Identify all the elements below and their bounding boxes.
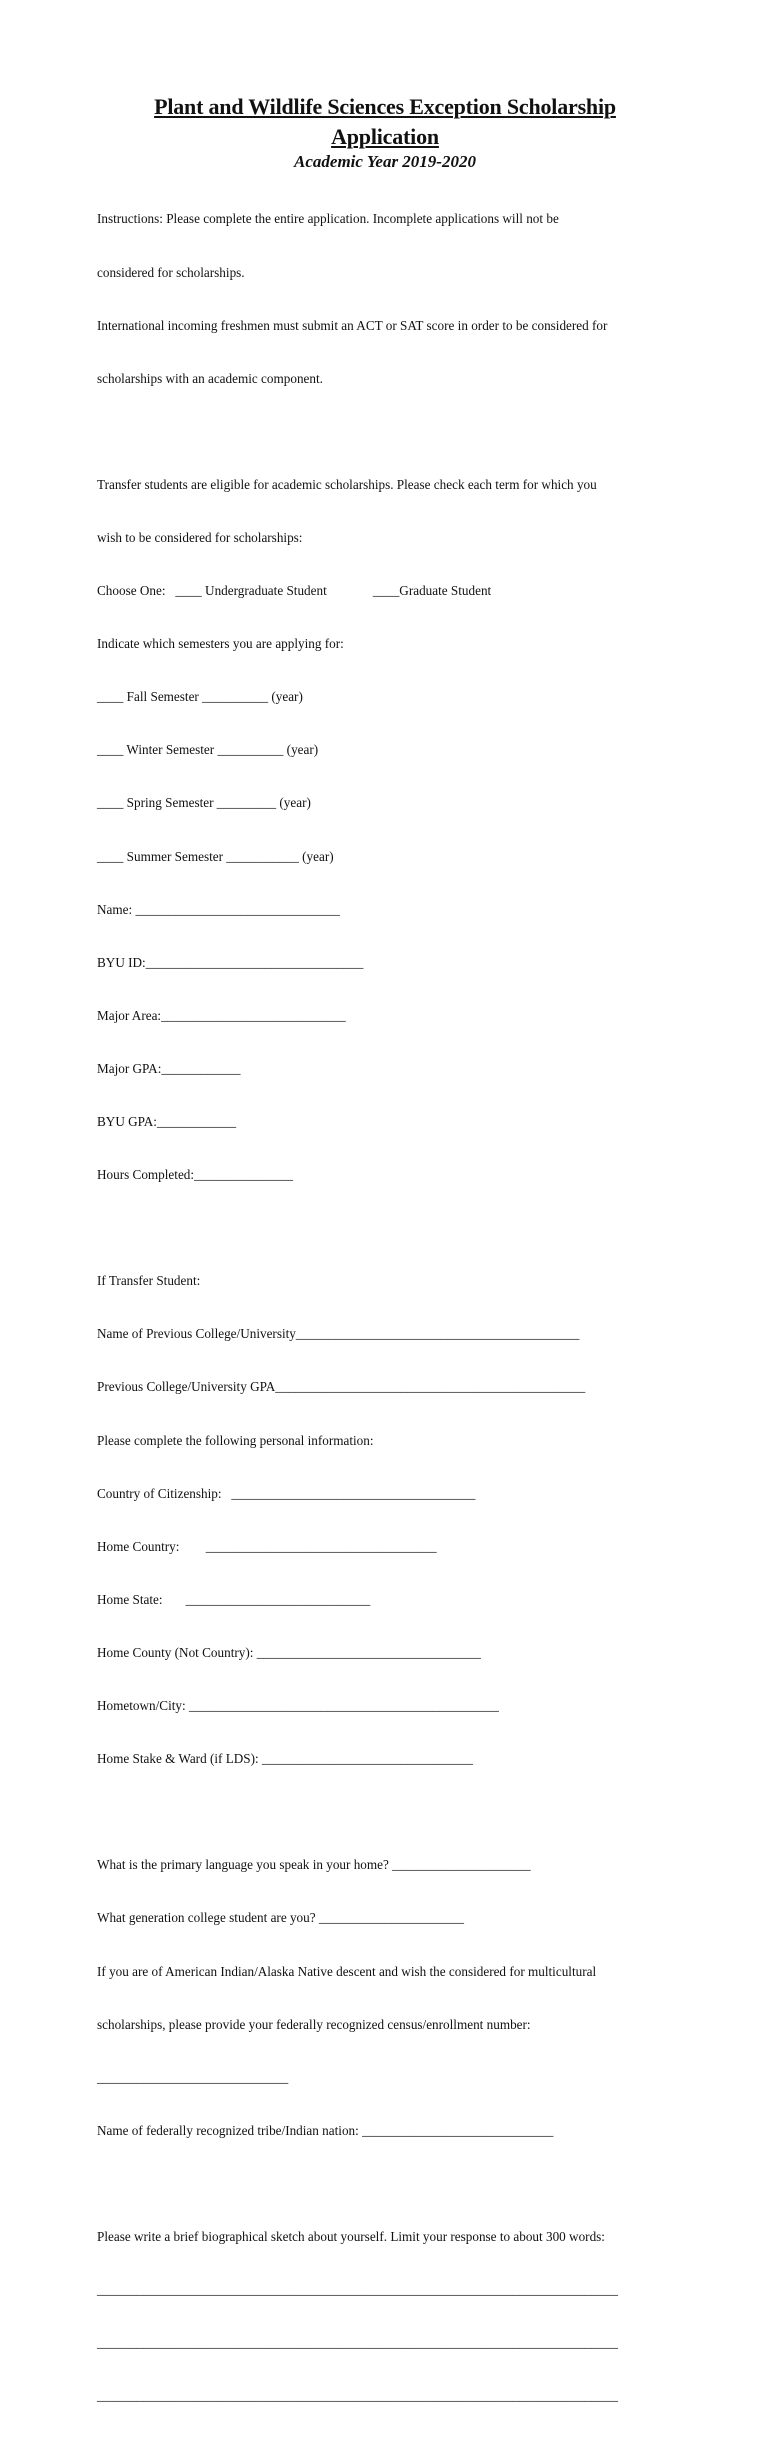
- spacer: [97, 2175, 682, 2193]
- fall-semester-field[interactable]: ____ Fall Semester __________ (year): [97, 689, 303, 705]
- transfer-section-heading: If Transfer Student:: [97, 1273, 201, 1289]
- document-title: Plant and Wildlife Sciences Exception Scholarship: [154, 94, 616, 119]
- international-note: scholarships with an academic component.: [97, 370, 323, 386]
- home-stake-field[interactable]: Home Stake & Ward (if LDS): ________________________________: [97, 1751, 473, 1767]
- hometown-field[interactable]: Hometown/City: _______________________________________________: [97, 1698, 499, 1714]
- semester-instructions: Indicate which semesters you are applying for:: [97, 636, 344, 652]
- document-title-continued: Application: [331, 124, 439, 149]
- spacer: [97, 423, 682, 441]
- home-county-field[interactable]: Home County (Not Country): __________________________________: [97, 1644, 481, 1660]
- name-field[interactable]: Name: _______________________________: [97, 901, 340, 917]
- enrollment-number-field[interactable]: _____________________________: [97, 2069, 289, 2085]
- major-area-field[interactable]: Major Area:____________________________: [97, 1007, 346, 1023]
- previous-college-field[interactable]: Name of Previous College/University___________________________________________: [97, 1326, 580, 1342]
- citizenship-field[interactable]: Country of Citizenship: _____________________________________: [97, 1485, 476, 1501]
- home-country-field[interactable]: Home Country: ___________________________________: [97, 1538, 437, 1554]
- major-gpa-field[interactable]: Major GPA:____________: [97, 1060, 241, 1076]
- language-field[interactable]: What is the primary language you speak in your home? _____________________: [97, 1857, 531, 1873]
- generation-field[interactable]: What generation college student are you? ______________________: [97, 1910, 464, 1926]
- spring-semester-field[interactable]: ____ Spring Semester _________ (year): [97, 795, 311, 811]
- native-descent-note: If you are of American Indian/Alaska Native descent and wish the considered for multicultural: [97, 1963, 597, 1979]
- spacer: [97, 1803, 682, 1821]
- previous-gpa-field[interactable]: Previous College/University GPA_______________________________________________: [97, 1379, 586, 1395]
- hours-completed-field[interactable]: Hours Completed:_______________: [97, 1167, 293, 1183]
- form-body: [97, 175, 682, 2440]
- student-type-field[interactable]: Choose One: ____ Undergraduate Student ____Graduate Student: [97, 583, 492, 599]
- tribe-name-field[interactable]: Name of federally recognized tribe/Indian nation: _____________________________: [97, 2122, 554, 2138]
- bio-answer-line[interactable]: _______________________________________________________________________________: [97, 2335, 618, 2351]
- academic-year-subtitle: Academic Year 2019-2020: [294, 152, 476, 171]
- winter-semester-field[interactable]: ____ Winter Semester __________ (year): [97, 742, 319, 758]
- international-note: International incoming freshmen must submit an ACT or SAT score in order to be considered for: [97, 317, 608, 333]
- home-state-field[interactable]: Home State: ____________________________: [97, 1591, 371, 1607]
- byu-id-field[interactable]: BYU ID:_________________________________: [97, 954, 364, 970]
- bio-answer-line[interactable]: _______________________________________________________________________________: [97, 2388, 618, 2404]
- spacer: [97, 1219, 682, 1237]
- native-descent-note: scholarships, please provide your federally recognized census/enrollment number:: [97, 2016, 531, 2032]
- bio-answer-line[interactable]: _______________________________________________________________________________: [97, 2282, 618, 2298]
- transfer-note: Transfer students are eligible for academic scholarships. Please check each term for which you: [97, 476, 597, 492]
- instructions-line: considered for scholarships.: [97, 264, 245, 280]
- summer-semester-field[interactable]: ____ Summer Semester ___________ (year): [97, 848, 334, 864]
- byu-gpa-field[interactable]: BYU GPA:____________: [97, 1114, 237, 1129]
- personal-info-heading: Please complete the following personal information:: [97, 1432, 374, 1448]
- transfer-note: wish to be considered for scholarships:: [97, 529, 303, 545]
- instructions-line: Instructions: Please complete the entire application. Incomplete applications will not be: [97, 211, 559, 227]
- bio-prompt: Please write a brief biographical sketch about yourself. Limit your response to about 300 words:: [97, 2228, 605, 2244]
